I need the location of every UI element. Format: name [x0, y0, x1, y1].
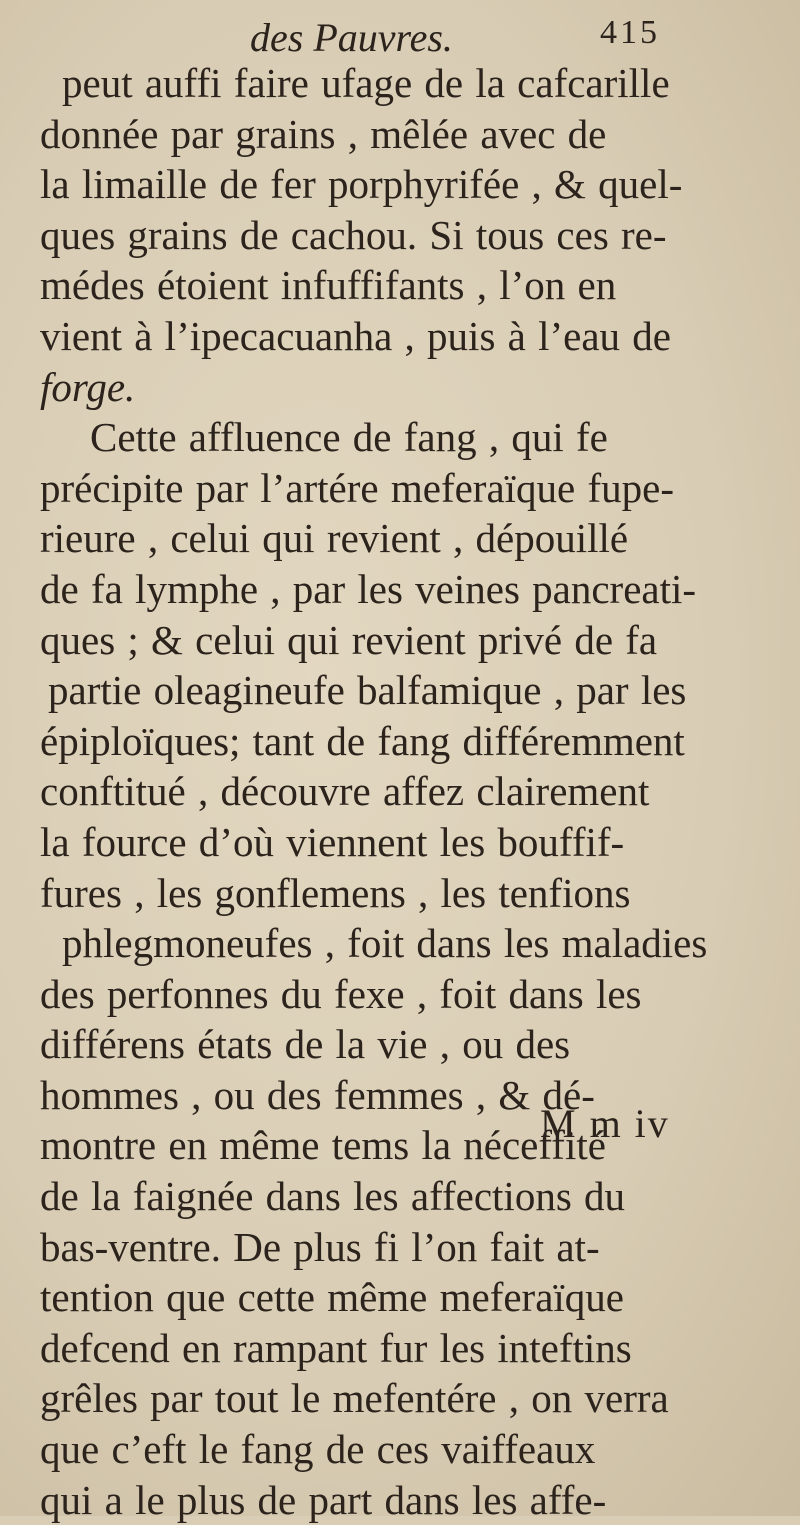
signature-mark: M m iv	[540, 1101, 670, 1146]
running-title: des Pauvres.	[250, 15, 453, 60]
text-line: tention que cette même meferaïque	[40, 1274, 625, 1321]
text-line: la limaille de fer porphyrifée , & quel-	[40, 161, 683, 208]
text-line: rieure , celui qui revient , dépouillé	[40, 515, 629, 562]
text-line: fures , les gonflemens , les tenfions	[40, 869, 631, 916]
text-line: Cette affluence de fang , qui fe	[90, 414, 608, 461]
text-line: donnée par grains , mêlée avec de	[40, 110, 607, 157]
text-line: defcend en rampant fur les inteftins	[40, 1324, 632, 1371]
text-line: bas-ventre. De plus fi l’on fait at-	[40, 1223, 600, 1270]
text-line: conftitué , découvre affez clairement	[40, 768, 650, 815]
text-line: épiploïques; tant de fang différemment	[40, 717, 685, 764]
text-line: de la faignée dans les affections du	[40, 1173, 626, 1220]
text-line: grêles par tout le mefentére , on verra	[40, 1375, 669, 1422]
text-line: montre en même tems la néceffité	[40, 1122, 606, 1169]
text-line: hommes , ou des femmes , & dé-	[40, 1071, 595, 1118]
text-line: partie oleagineufe balfamique , par les	[48, 667, 687, 714]
text-line: précipite par l’artére meferaïque fupe-	[40, 464, 674, 511]
text-line: qui a le plus de part dans les affe-	[40, 1476, 607, 1523]
text-line: ques ; & celui qui revient privé de fa	[40, 616, 658, 663]
text-line: ques grains de cachou. Si tous ces re-	[40, 211, 667, 258]
text-line: que c’eft le fang de ces vaiffeaux	[40, 1426, 596, 1473]
text-line: peut auffi faire ufage de la cafcarille	[62, 60, 670, 106]
text-line: médes étoient infuffifants , l’on en	[40, 262, 617, 309]
text-line: de fa lymphe , par les veines pancreati-	[40, 565, 697, 612]
text-line: phlegmoneufes , foit dans les maladies	[62, 920, 708, 967]
body-text	[40, 58, 780, 1525]
text-line: forge.	[40, 363, 136, 410]
text-line: la fource d’où viennent les bouffif-	[40, 818, 625, 865]
text-line: des perfonnes du fexe , foit dans les	[40, 970, 642, 1017]
page-number: 415	[600, 14, 660, 51]
text-line: vient à l’ipecacuanha , puis à l’eau de	[40, 312, 671, 359]
text-line: différens états de la vie , ou des	[40, 1021, 571, 1068]
